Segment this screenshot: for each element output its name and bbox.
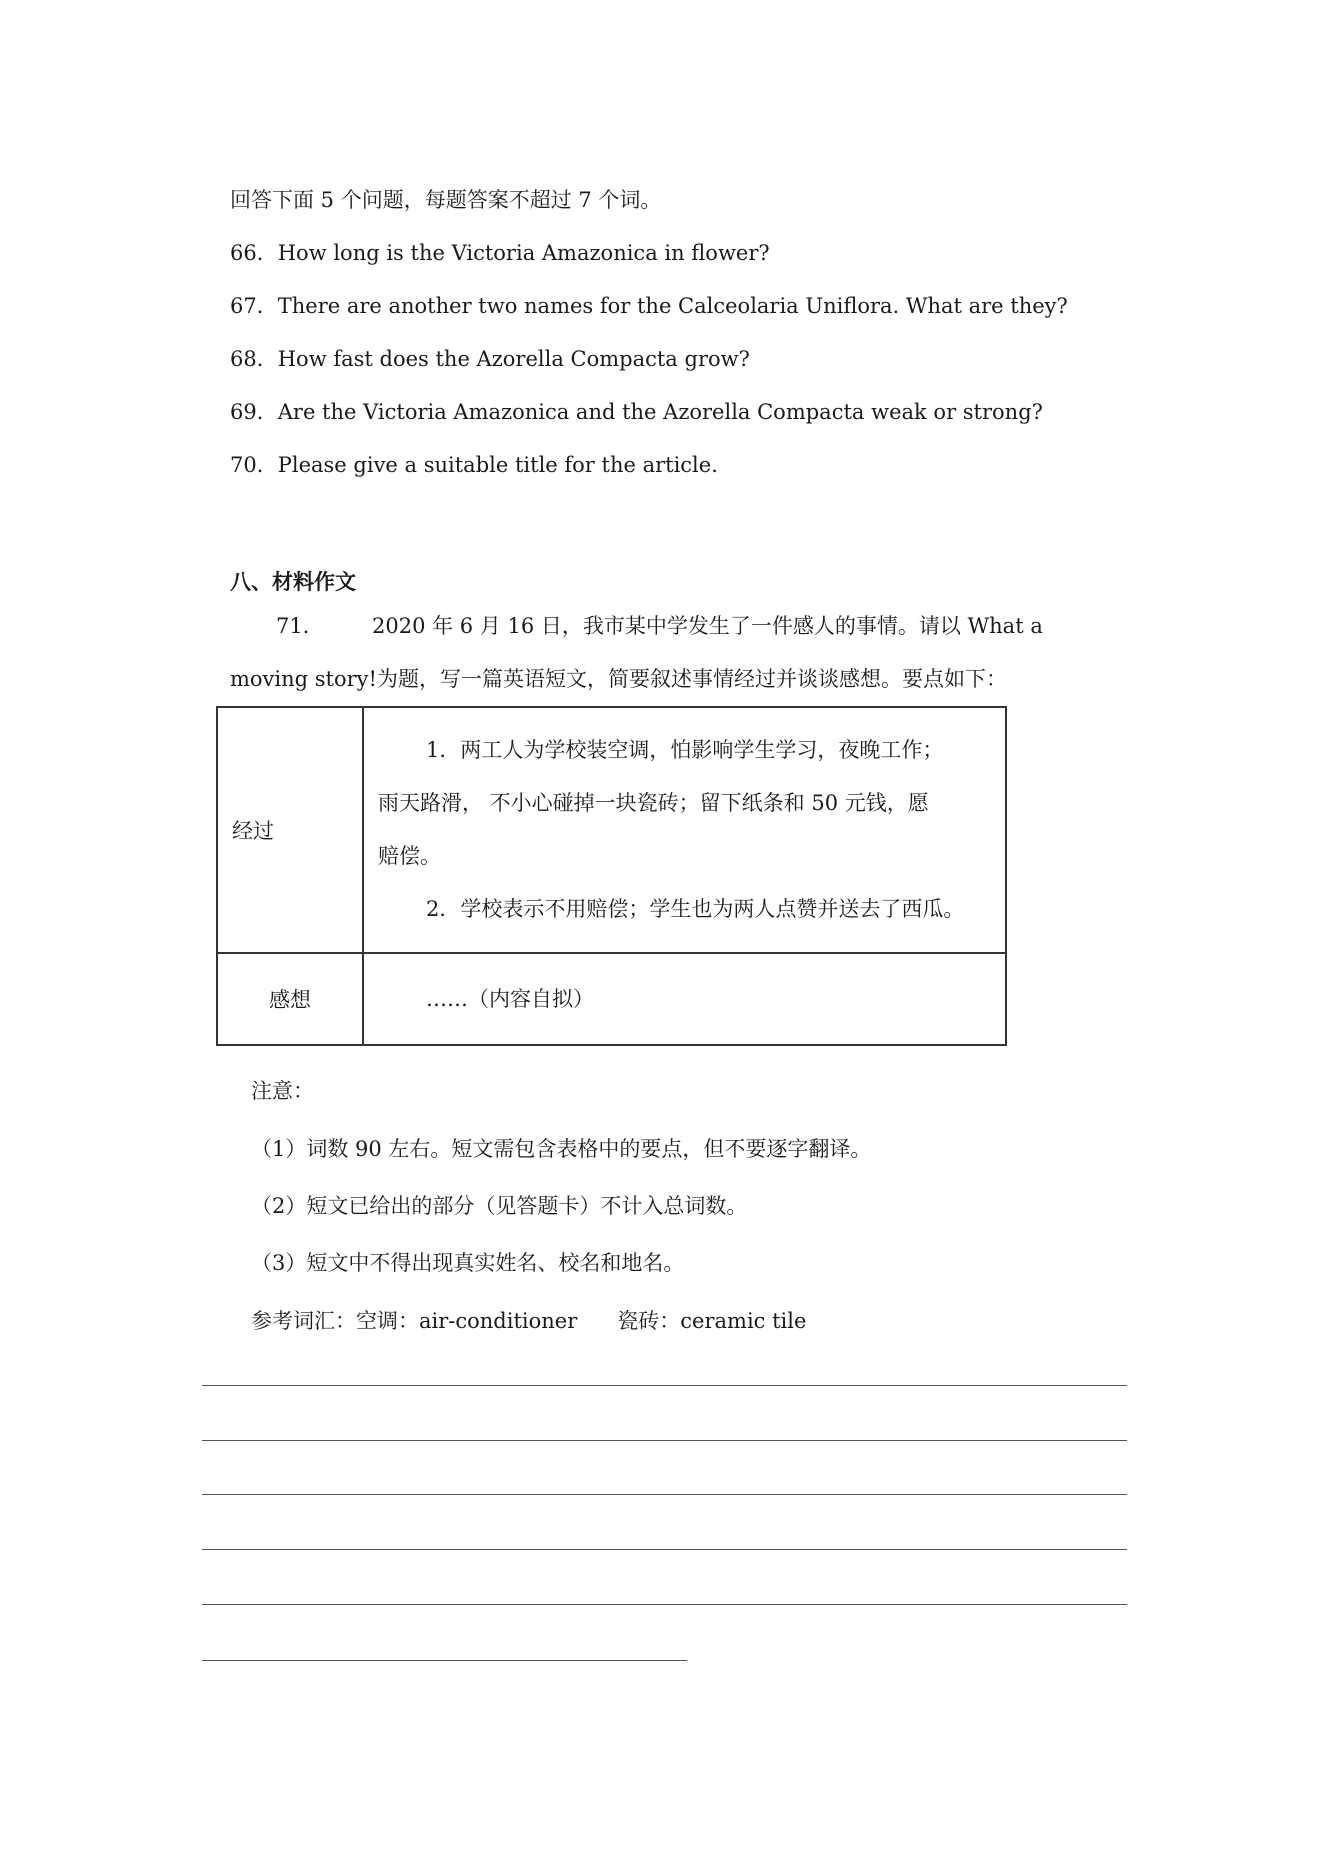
- feeling-label: 感想: [217, 953, 363, 1045]
- process-content: [363, 707, 1006, 953]
- question-text: There are another two names for the Calceolaria Uniflora. What are they?: [277, 294, 1068, 318]
- process-label: 经过: [217, 707, 363, 953]
- notes-heading: 注意：: [251, 1079, 314, 1103]
- question-number: 66．: [230, 241, 278, 265]
- answer-line[interactable]: [202, 1549, 1127, 1550]
- note-2: （2）短文已给出的部分（见答题卡）不计入总词数。: [251, 1194, 748, 1218]
- answer-line[interactable]: [202, 1440, 1127, 1441]
- section-title: 八、材料作文: [230, 570, 356, 594]
- feeling-text: ……（内容自拟）: [426, 987, 594, 1011]
- note-3: （3）短文中不得出现真实姓名、校名和地名。: [251, 1251, 685, 1275]
- vocab-reference: 参考词汇：空调：air-conditioner 瓷砖：ceramic tile: [251, 1309, 807, 1333]
- process-point2: 2．学校表示不用赔偿；学生也为两人点赞并送去了西瓜。: [426, 897, 965, 921]
- process-point1-line1: 1．两工人为学校装空调，怕影响学生学习，夜晚工作；: [426, 738, 944, 762]
- answer-line[interactable]: [202, 1660, 687, 1661]
- question-67: [230, 291, 1068, 321]
- answer-line[interactable]: [202, 1604, 1127, 1605]
- feeling-content: [363, 953, 1006, 1045]
- question-68: [230, 344, 750, 374]
- note-1: （1）词数 90 左右。短文需包含表格中的要点，但不要逐字翻译。: [251, 1137, 872, 1161]
- question-text: Please give a suitable title for the article.: [277, 453, 718, 477]
- question-number: 70．: [230, 453, 278, 477]
- question-text: How fast does the Azorella Compacta grow?: [277, 347, 750, 371]
- question-number: 71．: [276, 614, 324, 638]
- question-number: 69．: [230, 400, 278, 424]
- process-point1-line2: 雨天路滑， 不小心碰掉一块瓷砖；留下纸条和 50 元钱，愿: [378, 791, 929, 815]
- prompt-text: 2020 年 6 月 16 日，我市某中学发生了一件感人的事情。请以 What a: [372, 614, 1043, 638]
- question-69: [230, 397, 1043, 427]
- writing-prompt-line2: moving story!为题，写一篇英语短文，简要叙述事情经过并谈谈感想。要点如下：: [230, 667, 1007, 691]
- outline-table: [216, 706, 1007, 1046]
- process-point1-line3: 赔偿。: [378, 844, 441, 868]
- question-66: [230, 238, 770, 268]
- table-row: [217, 707, 1006, 953]
- reading-instruction: 回答下面 5 个问题，每题答案不超过 7 个词。: [230, 188, 662, 212]
- question-70: [230, 450, 718, 480]
- question-number: 68．: [230, 347, 278, 371]
- question-number: 67．: [230, 294, 278, 318]
- writing-prompt-line1: [276, 611, 1043, 641]
- answer-line[interactable]: [202, 1494, 1127, 1495]
- question-text: Are the Victoria Amazonica and the Azorella Compacta weak or strong?: [277, 400, 1043, 424]
- table-row: [217, 953, 1006, 1045]
- question-text: How long is the Victoria Amazonica in flower?: [277, 241, 770, 265]
- answer-line[interactable]: [202, 1385, 1127, 1386]
